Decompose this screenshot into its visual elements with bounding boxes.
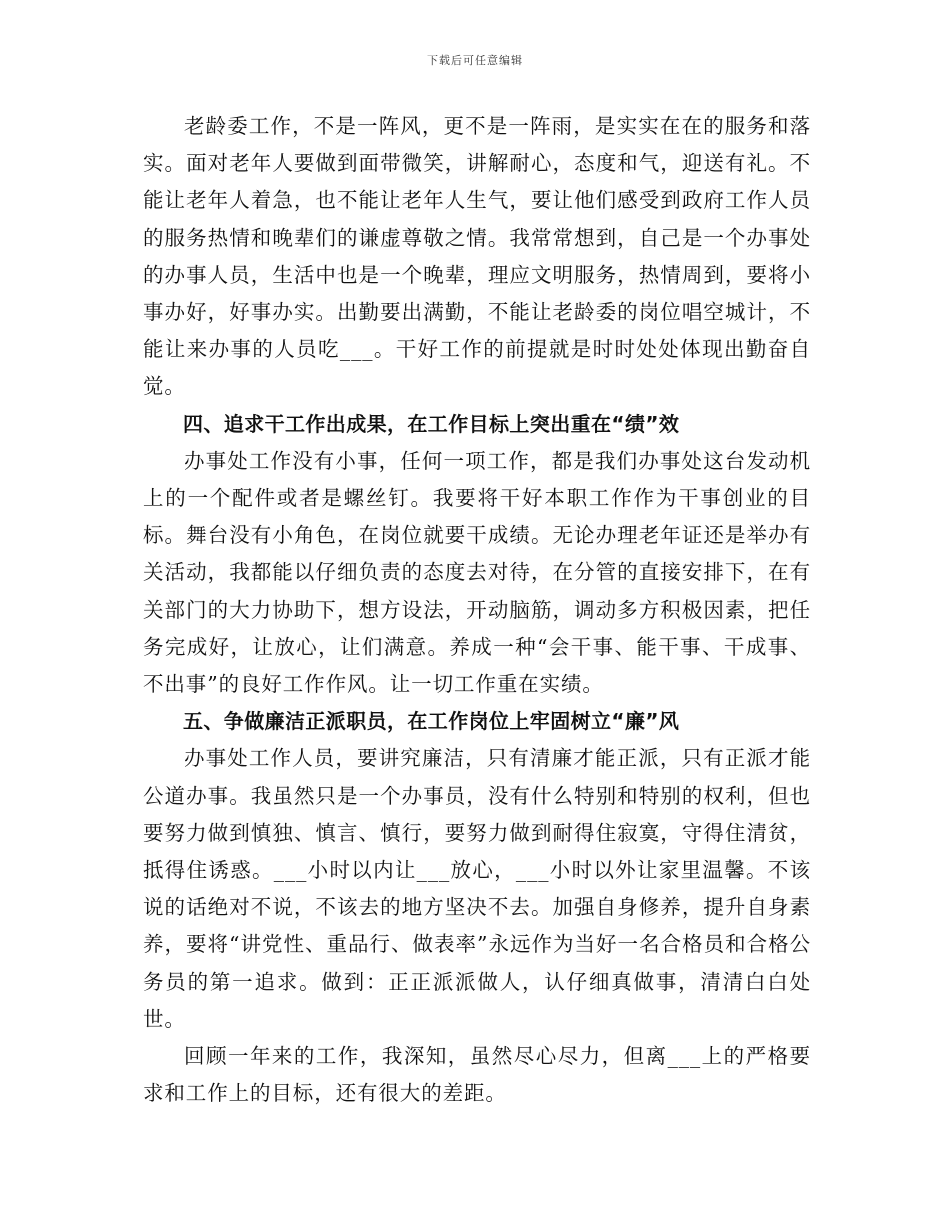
- page-header: 下载后可任意编辑: [427, 54, 523, 67]
- section-heading-4: 四、追求干工作出成果，在工作目标上突出重在“绩”效: [183, 411, 680, 436]
- section-heading-5: 五、争做廉洁正派职员，在工作岗位上牢固树立“廉”风: [183, 709, 680, 734]
- paragraph-integrity: 办事处工作人员，要讲究廉洁，只有清廉才能正派，只有正派才能公道办事。我虽然只是一个办事员，没有什么特别和特别的权利，但也要努力做到慎独、慎言、慎行，要努力做到耐得住寂寞，守得住清贫，抵得住诱惑。___小时以内让___放心，___小时以外让家里温馨。不该说的话绝对不说，不该去的地方坚决不去。加强自身修养，提升自身素养，要将“讲党性、重品行、做表率”永远作为当好一名合格员和合格公务员的第一追求。做到：正正派派做人，认仔细真做事，清清白白处世。: [143, 746, 811, 1031]
- document-body: [143, 108, 811, 1112]
- paragraph-review: 回顾一年来的工作，我深知，虽然尽心尽力，但离___上的严格要求和工作上的目标，还有很大的差距。: [143, 1044, 811, 1106]
- paragraph-service: 老龄委工作，不是一阵风，更不是一阵雨，是实实在在的服务和落实。面对老年人要做到面带微笑，讲解耐心，态度和气，迎送有礼。不能让老年人着急，也不能让老年人生气，要让他们感受到政府工作人员的服务热情和晚辈们的谦虚尊敬之情。我常常想到，自己是一个办事处的办事人员，生活中也是一个晚辈，理应文明服务，热情周到，要将小事办好，好事办实。出勤要出满勤，不能让老龄委的岗位唱空城计，不能让来办事的人员吃___。干好工作的前提就是时时处处体现出勤奋自觉。: [143, 114, 811, 399]
- paragraph-achievement: 办事处工作没有小事，任何一项工作，都是我们办事处这台发动机上的一个配件或者是螺丝钉。我要将干好本职工作作为干事创业的目标。舞台没有小角色，在岗位就要干成绩。无论办理老年证还是举办有关活动，我都能以仔细负责的态度去对待，在分管的直接安排下，在有关部门的大力协助下，想方设法，开动脑筋，调动多方积极因素，把任务完成好，让放心，让们满意。养成一种“会干事、能干事、干成事、不出事”的良好工作作风。让一切工作重在实绩。: [143, 448, 811, 697]
